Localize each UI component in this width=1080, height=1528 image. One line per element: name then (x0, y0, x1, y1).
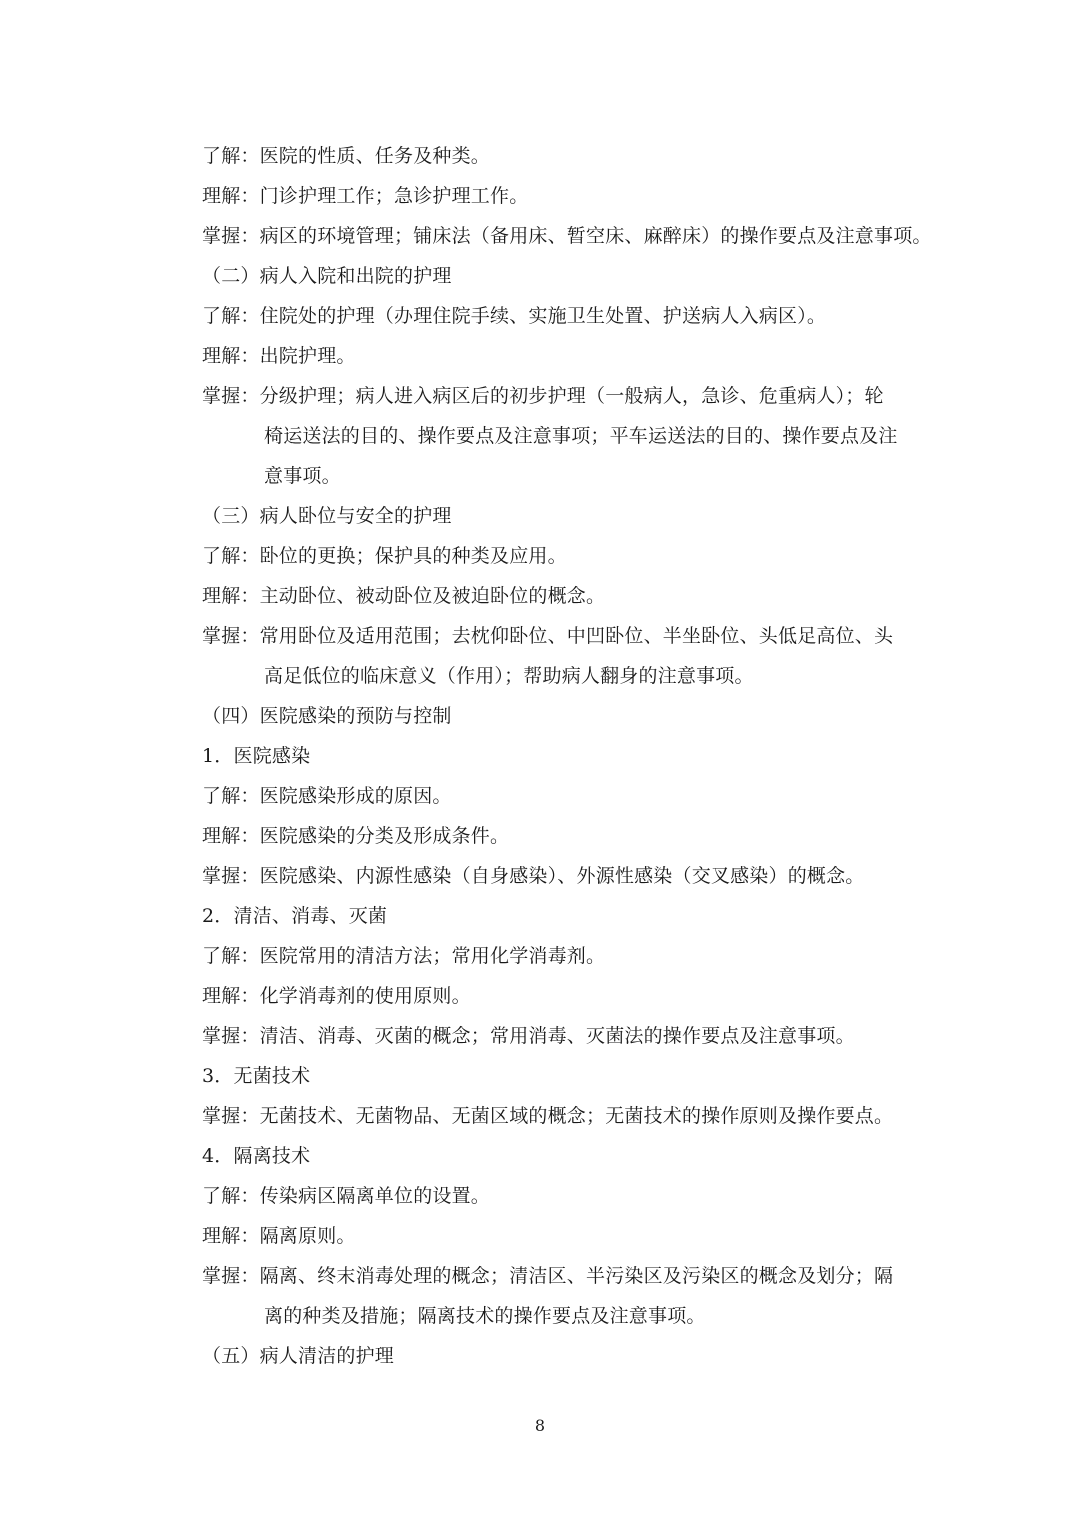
text-line: 了解：住院处的护理（办理住院手续、实施卫生处置、护送病人入病区）。 (202, 305, 827, 327)
page-number: 8 (534, 1416, 546, 1435)
text-line: 理解：隔离原则。 (202, 1225, 356, 1247)
subsection-heading: 2．清洁、消毒、灭菌 (202, 905, 388, 927)
text-line: 理解：出院护理。 (202, 345, 356, 367)
paragraph-continuation-line: 椅运送法的目的、操作要点及注意事项；平车运送法的目的、操作要点及注 (264, 425, 898, 447)
paragraph-continuation-line: 离的种类及措施；隔离技术的操作要点及注意事项。 (264, 1305, 706, 1327)
subsection-heading: 1．医院感染 (202, 745, 311, 767)
text-line: 掌握：清洁、消毒、灭菌的概念；常用消毒、灭菌法的操作要点及注意事项。 (202, 1025, 855, 1047)
text-line: 了解：传染病区隔离单位的设置。 (202, 1185, 491, 1207)
hanging-paragraph (202, 616, 932, 696)
subsection-heading: 3．无菌技术 (202, 1065, 311, 1087)
paragraph-first-line: 掌握：分级护理；病人进入病区后的初步护理（一般病人，急诊、危重病人）；轮 (202, 385, 884, 407)
hanging-paragraph (202, 376, 932, 496)
section-heading: （二）病人入院和出院的护理 (202, 265, 452, 287)
paragraph-continuation-line: 高足低位的临床意义（作用）；帮助病人翻身的注意事项。 (264, 665, 754, 687)
text-line: 理解：医院感染的分类及形成条件。 (202, 825, 510, 847)
text-line: 了解：医院感染形成的原因。 (202, 785, 452, 807)
text-line: 掌握：无菌技术、无菌物品、无菌区域的概念；无菌技术的操作原则及操作要点。 (202, 1105, 894, 1127)
paragraph-continuation-line: 意事项。 (264, 465, 341, 487)
text-line: 理解：化学消毒剂的使用原则。 (202, 985, 471, 1007)
section-heading: （三）病人卧位与安全的护理 (202, 505, 452, 527)
text-line: 了解：医院的性质、任务及种类。 (202, 145, 491, 167)
text-line: 了解：医院常用的清洁方法；常用化学消毒剂。 (202, 945, 606, 967)
text-line: 了解：卧位的更换；保护具的种类及应用。 (202, 545, 567, 567)
text-line: 理解：门诊护理工作；急诊护理工作。 (202, 185, 529, 207)
paragraph-first-line: 掌握：隔离、终末消毒处理的概念；清洁区、半污染区及污染区的概念及划分；隔 (202, 1265, 894, 1287)
hanging-paragraph (202, 1256, 932, 1336)
subsection-heading: 4．隔离技术 (202, 1145, 311, 1167)
text-line: 理解：主动卧位、被动卧位及被迫卧位的概念。 (202, 585, 606, 607)
section-heading: （五）病人清洁的护理 (202, 1345, 395, 1367)
paragraph-first-line: 掌握：常用卧位及适用范围；去枕仰卧位、中凹卧位、半坐卧位、头低足高位、头 (202, 625, 894, 647)
text-line: 掌握：病区的环境管理；铺床法（备用床、暂空床、麻醉床）的操作要点及注意事项。 (202, 225, 932, 247)
text-line: 掌握：医院感染、内源性感染（自身感染）、外源性感染（交叉感染）的概念。 (202, 865, 865, 887)
page-content (202, 136, 932, 1376)
section-heading: （四）医院感染的预防与控制 (202, 705, 452, 727)
